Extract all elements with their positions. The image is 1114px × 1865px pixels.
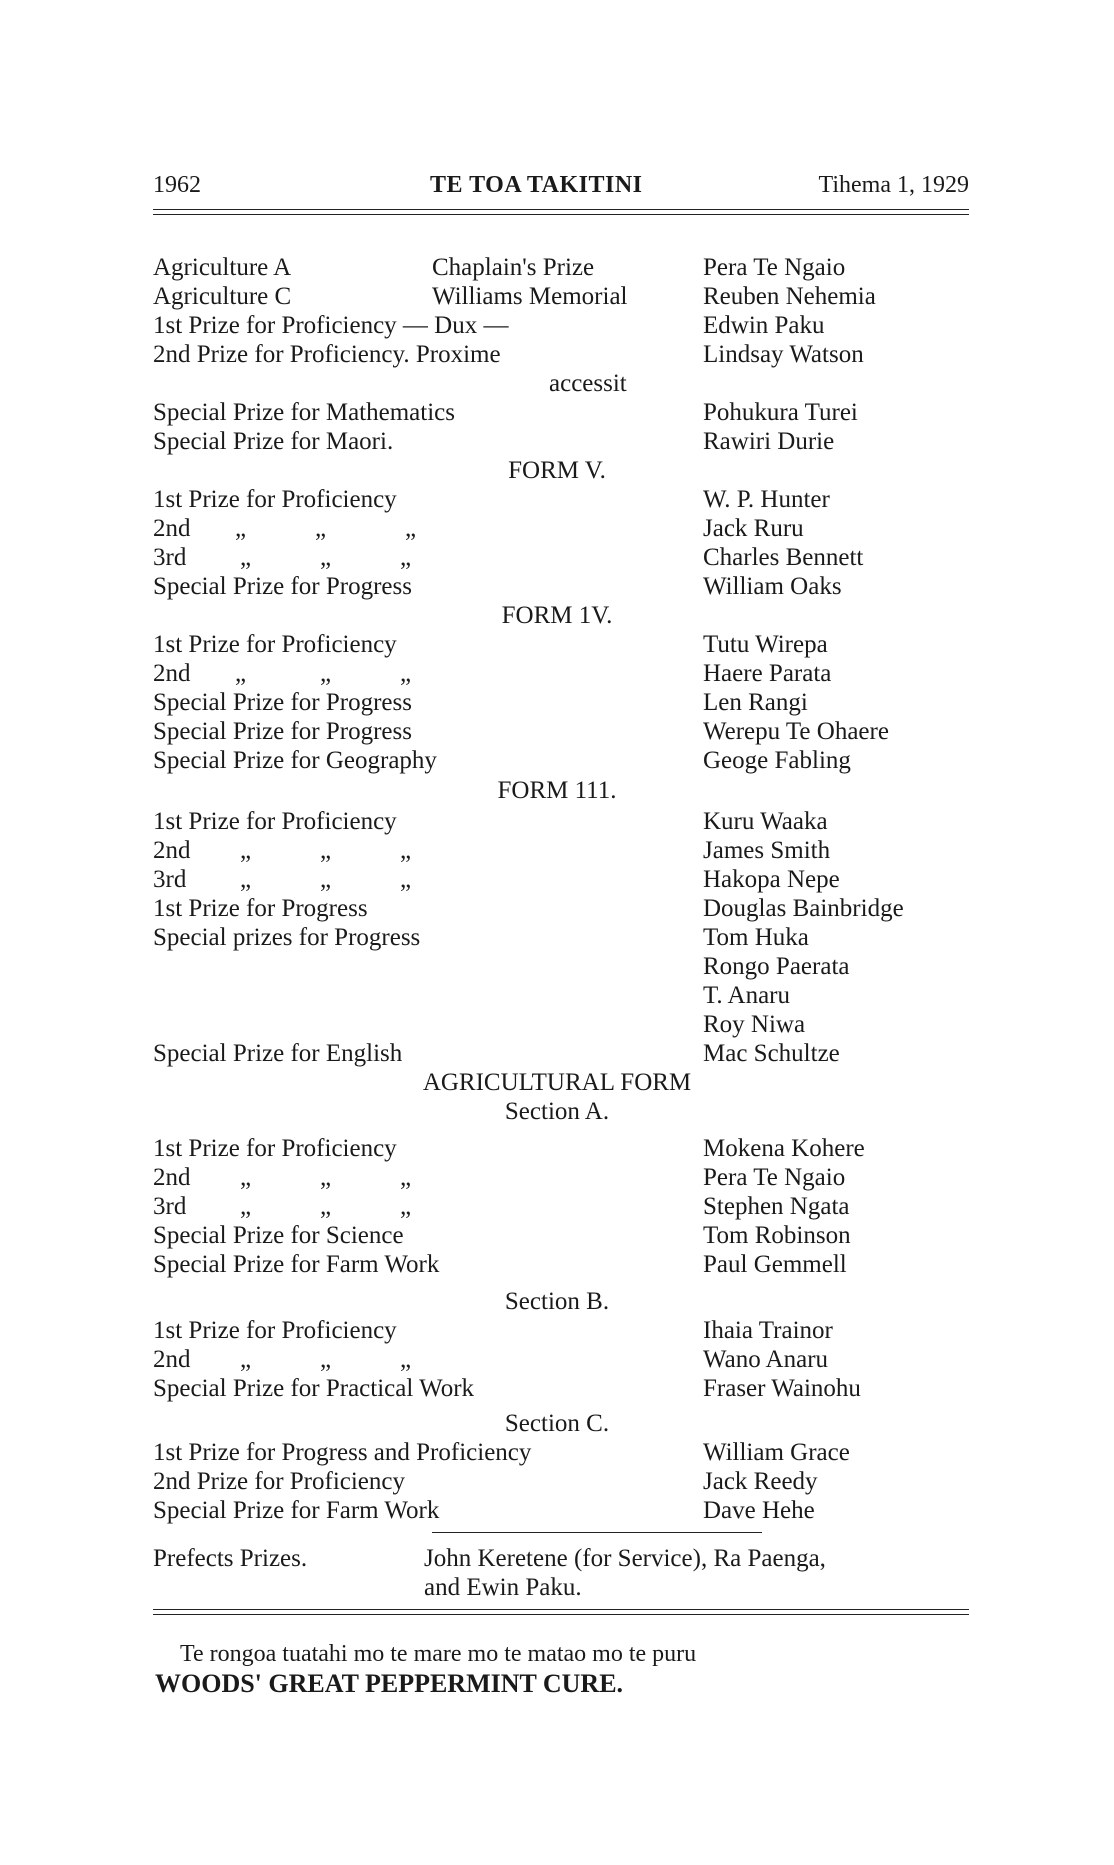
winner-name: W. P. Hunter <box>703 486 830 513</box>
winner-name: Dave Hehe <box>703 1497 815 1524</box>
ditto-mark: „ <box>405 515 417 542</box>
prize-label: 1st Prize for Proficiency <box>153 631 397 658</box>
prize-label: Agriculture A <box>153 254 292 281</box>
prize-row <box>0 515 1114 545</box>
prize-label: Special Prize for Progress <box>153 573 412 600</box>
footer-rule <box>153 1609 969 1610</box>
ditto-mark: „ <box>235 660 247 687</box>
ditto-mark: „ <box>400 866 412 893</box>
prize-row <box>0 1251 1114 1281</box>
ditto-mark: „ <box>240 866 252 893</box>
prize-label: 3rd <box>153 866 187 893</box>
prize-row <box>0 660 1114 690</box>
prize-row <box>0 254 1114 284</box>
prefects-names-continued: and Ewin Paku. <box>424 1574 582 1601</box>
prize-row <box>0 428 1114 458</box>
prize-label: Agriculture C <box>153 283 292 310</box>
prize-row <box>0 1040 1114 1070</box>
section-heading: FORM 111. <box>497 777 617 804</box>
prize-row <box>0 747 1114 777</box>
ditto-mark: „ <box>320 660 332 687</box>
prize-label: 1st Prize for Proficiency <box>153 808 397 835</box>
ditto-mark: „ <box>240 1346 252 1373</box>
footer-rule-2 <box>153 1614 969 1615</box>
prize-title: Chaplain's Prize <box>432 254 595 281</box>
prize-label: 2nd <box>153 515 191 542</box>
prize-label: 1st Prize for Proficiency <box>153 1135 397 1162</box>
prize-row <box>0 1135 1114 1165</box>
prize-row <box>0 1317 1114 1347</box>
prefects-row <box>0 1545 1114 1575</box>
prize-row-continued <box>0 370 1114 400</box>
ditto-mark: „ <box>320 544 332 571</box>
ditto-mark: „ <box>400 1193 412 1220</box>
winner-name: Pohukura Turei <box>703 399 858 426</box>
prefects-row-continued <box>0 1574 1114 1604</box>
winner-name: Edwin Paku <box>703 312 825 339</box>
prize-label: Special Prize for Farm Work <box>153 1251 440 1278</box>
prize-row <box>0 341 1114 371</box>
winner-name: William Oaks <box>703 573 842 600</box>
prize-label: Special Prize for Science <box>153 1222 404 1249</box>
winner-name: Tutu Wirepa <box>703 631 828 658</box>
winner-name: William Grace <box>703 1439 850 1466</box>
prize-label: Special Prize for Farm Work <box>153 1497 440 1524</box>
prize-row <box>0 866 1114 896</box>
prize-label: 2nd <box>153 1346 191 1373</box>
header-rule-2 <box>153 214 969 215</box>
prize-label: Special Prize for Geography <box>153 747 437 774</box>
prize-row <box>0 808 1114 838</box>
prize-row <box>0 1346 1114 1376</box>
ditto-mark: „ <box>235 515 247 542</box>
winner-name: Werepu Te Ohaere <box>703 718 889 745</box>
ditto-mark: „ <box>240 544 252 571</box>
prize-row <box>0 1375 1114 1405</box>
prize-row <box>0 689 1114 719</box>
winner-name: Pera Te Ngaio <box>703 254 846 281</box>
advert-line: Te rongoa tuatahi mo te mare mo te matao mo te puru <box>180 1641 697 1667</box>
winner-name: Ihaia Trainor <box>703 1317 833 1344</box>
prize-label: 3rd <box>153 1193 187 1220</box>
winner-name: Wano Anaru <box>703 1346 829 1373</box>
prize-label: Special prizes for Progress <box>153 924 421 951</box>
section-divider <box>432 1532 762 1533</box>
ditto-mark: „ <box>240 837 252 864</box>
prize-row <box>0 544 1114 574</box>
ditto-mark: „ <box>400 837 412 864</box>
ditto-mark: „ <box>400 1164 412 1191</box>
prize-row <box>0 718 1114 748</box>
prize-label: 2nd Prize for Proficiency. Proxime <box>153 341 501 368</box>
winner-name: Roy Niwa <box>703 1011 806 1038</box>
winner-name: Jack Reedy <box>703 1468 818 1495</box>
winner-name: Mokena Kohere <box>703 1135 865 1162</box>
prize-label: 1st Prize for Proficiency — Dux — <box>153 312 509 339</box>
prize-row <box>0 1011 1114 1041</box>
prize-row <box>0 924 1114 954</box>
prize-row <box>0 1193 1114 1223</box>
ditto-mark: „ <box>240 1193 252 1220</box>
prize-row <box>0 1164 1114 1194</box>
prize-row <box>0 953 1114 983</box>
prize-row <box>0 837 1114 867</box>
page-number: 1962 <box>153 172 201 198</box>
prize-row <box>0 895 1114 925</box>
prize-label: 2nd <box>153 1164 191 1191</box>
prize-row <box>0 486 1114 516</box>
prize-row <box>0 631 1114 661</box>
prefects-names: John Keretene (for Service), Ra Paenga, <box>424 1545 826 1572</box>
subsection-heading: Section A. <box>504 1098 610 1125</box>
section-heading: FORM V. <box>508 457 606 484</box>
winner-name: Tom Huka <box>703 924 809 951</box>
winner-name: T. Anaru <box>703 982 791 1009</box>
prize-row <box>0 283 1114 313</box>
winner-name: Geoge Fabling <box>703 747 851 774</box>
publication-title: TE TOA TAKITINI <box>430 172 643 198</box>
prize-label: 3rd <box>153 544 187 571</box>
ditto-mark: „ <box>320 866 332 893</box>
winner-name: James Smith <box>703 837 831 864</box>
prize-label: 2nd Prize for Proficiency <box>153 1468 406 1495</box>
winner-name: Len Rangi <box>703 689 808 716</box>
ditto-mark: „ <box>315 515 327 542</box>
winner-name: Reuben Nehemia <box>703 283 876 310</box>
ditto-mark: „ <box>400 1346 412 1373</box>
winner-name: Lindsay Watson <box>703 341 864 368</box>
prize-title: Williams Memorial <box>432 283 628 310</box>
winner-name: Stephen Ngata <box>703 1193 850 1220</box>
prize-label: Special Prize for Maori. <box>153 428 394 455</box>
winner-name: Hakopa Nepe <box>703 866 840 893</box>
prize-label-continued: accessit <box>549 370 627 397</box>
prize-row <box>0 1222 1114 1252</box>
ditto-mark: „ <box>320 1346 332 1373</box>
prize-label: Special Prize for Mathematics <box>153 399 455 426</box>
winner-name: Jack Ruru <box>703 515 804 542</box>
prefects-label: Prefects Prizes. <box>153 1545 308 1572</box>
ditto-mark: „ <box>400 544 412 571</box>
prize-row <box>0 982 1114 1012</box>
winner-name: Charles Bennett <box>703 544 864 571</box>
prize-label: 2nd <box>153 660 191 687</box>
prize-row <box>0 312 1114 342</box>
ditto-mark: „ <box>240 1164 252 1191</box>
winner-name: Rawiri Durie <box>703 428 835 455</box>
winner-name: Fraser Wainohu <box>703 1375 861 1402</box>
winner-name: Rongo Paerata <box>703 953 850 980</box>
winner-name: Douglas Bainbridge <box>703 895 904 922</box>
winner-name: Haere Parata <box>703 660 832 687</box>
prize-row <box>0 1439 1114 1469</box>
prize-label: 2nd <box>153 837 191 864</box>
issue-date: Tihema 1, 1929 <box>818 172 969 198</box>
prize-row <box>0 1497 1114 1527</box>
ditto-mark: „ <box>400 660 412 687</box>
ditto-mark: „ <box>320 837 332 864</box>
prize-label: Special Prize for Progress <box>153 689 412 716</box>
section-heading: AGRICULTURAL FORM <box>422 1069 692 1096</box>
prize-row <box>0 399 1114 429</box>
winner-name: Paul Gemmell <box>703 1251 847 1278</box>
ditto-mark: „ <box>320 1164 332 1191</box>
prize-label: Special Prize for English <box>153 1040 403 1067</box>
prize-label: Special Prize for Progress <box>153 718 412 745</box>
prize-row <box>0 573 1114 603</box>
prize-row <box>0 1468 1114 1498</box>
winner-name: Kuru Waaka <box>703 808 828 835</box>
subsection-heading: Section B. <box>504 1288 610 1315</box>
section-heading: FORM 1V. <box>501 602 613 629</box>
page-header <box>153 172 969 212</box>
subsection-heading: Section C. <box>504 1410 610 1437</box>
winner-name: Pera Te Ngaio <box>703 1164 846 1191</box>
advert-headline: WOODS' GREAT PEPPERMINT CURE. <box>155 1669 624 1698</box>
prize-label: 1st Prize for Proficiency <box>153 486 397 513</box>
prize-label: 1st Prize for Proficiency <box>153 1317 397 1344</box>
ditto-mark: „ <box>320 1193 332 1220</box>
winner-name: Mac Schultze <box>703 1040 840 1067</box>
prize-label: 1st Prize for Progress and Proficiency <box>153 1439 532 1466</box>
prize-label: Special Prize for Practical Work <box>153 1375 475 1402</box>
header-rule <box>153 209 969 210</box>
prize-label: 1st Prize for Progress <box>153 895 368 922</box>
winner-name: Tom Robinson <box>703 1222 851 1249</box>
